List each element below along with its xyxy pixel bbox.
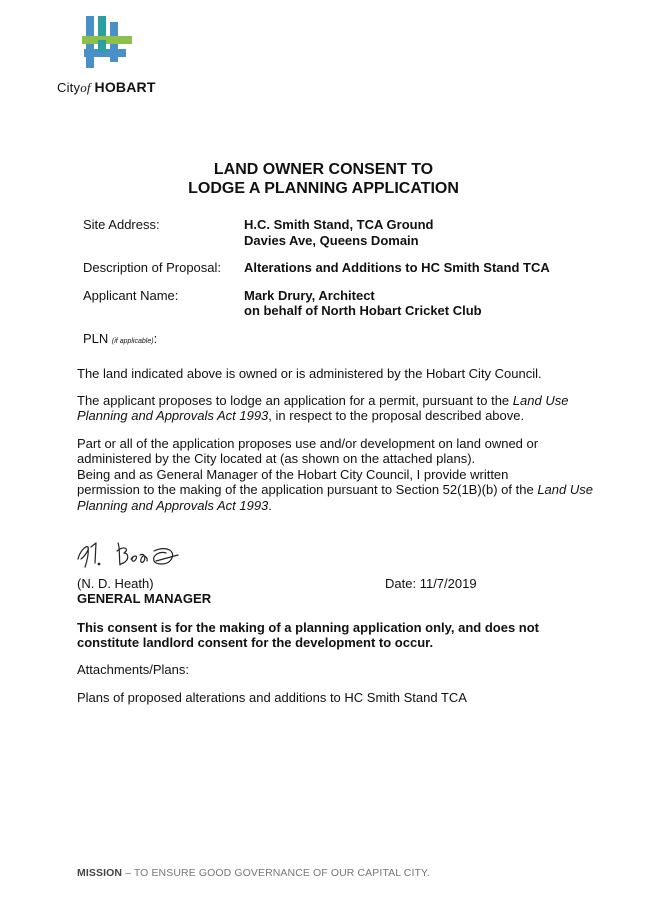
pln-text: PLN xyxy=(83,331,109,346)
consent-notice xyxy=(77,620,597,651)
signature-date xyxy=(385,576,477,591)
signatory-block xyxy=(77,576,211,607)
date-value: 11/7/2019 xyxy=(419,576,477,591)
p2-text-pre: The applicant proposes to lodge an application for a permit, pursuant to the xyxy=(77,393,513,408)
p3-line-1: Part or all of the application proposes use and/or development on land owned or xyxy=(77,436,539,451)
p3-act-title: Land Use Planning and Approvals Act 1993 xyxy=(77,482,593,513)
page-title xyxy=(0,160,647,198)
footer-mission xyxy=(77,867,430,879)
p3-end: . xyxy=(268,497,272,513)
title-line-2: LODGE A PLANNING APPLICATION xyxy=(188,180,459,197)
pln-colon: : xyxy=(153,331,158,346)
applicant-line-1: Mark Drury, Architect xyxy=(244,288,375,303)
applicant-line-2: on behalf of North Hobart Cricket Club xyxy=(244,303,482,318)
title-line-1: LAND OWNER CONSENT TO xyxy=(213,161,434,178)
p3-line-2: administered by the City located at (as shown on the attached plans). xyxy=(77,451,476,467)
logo-hobart: HOBART xyxy=(94,79,156,95)
handwritten-signature-icon xyxy=(74,537,182,571)
p2-text-post: , in respect to the proposal described above. xyxy=(268,408,525,424)
notice-line-1: This consent is for the making of a planning application only, and does not xyxy=(77,620,540,635)
logo-of: of xyxy=(80,80,91,95)
date-label: Date: xyxy=(385,576,417,591)
logo-wordmark xyxy=(57,79,156,96)
logo-city: City xyxy=(57,80,81,95)
footer-mission-text: TO ENSURE GOOD GOVERNANCE OF OUR CAPITAL CITY. xyxy=(133,867,430,879)
attachments-label: Attachments/Plans: xyxy=(77,662,189,677)
pln-note: (if applicable) xyxy=(111,338,154,345)
site-address-line-1: H.C. Smith Stand, TCA Ground xyxy=(244,217,434,232)
paragraph-ownership: The land indicated above is owned or is administered by the Hobart City Council. xyxy=(77,366,542,381)
pln-label xyxy=(83,331,157,349)
paragraph-proposal xyxy=(77,393,577,424)
signatory-name: (N. D. Heath) xyxy=(77,576,154,591)
p3-line-3: Being and as General Manager of the Hobart City Council, I provide written xyxy=(77,466,509,482)
p3-line-4 xyxy=(77,482,597,513)
description-label: Description of Proposal: xyxy=(83,260,222,275)
attachments-item: Plans of proposed alterations and additions to HC Smith Stand TCA xyxy=(77,690,467,705)
footer-dash: – xyxy=(122,867,134,879)
site-address-label: Site Address: xyxy=(83,217,160,232)
site-address-line-2: Davies Ave, Queens Domain xyxy=(244,233,419,248)
paragraph-permission xyxy=(77,436,597,513)
applicant-label: Applicant Name: xyxy=(83,288,179,303)
footer-mission-label: MISSION xyxy=(77,867,123,879)
signatory-title: GENERAL MANAGER xyxy=(77,591,212,607)
p3-line-4-pre: permission to the making of the application pursuant to Section 52(1B)(b) of the xyxy=(77,482,538,498)
p2-act-title: Land Use Planning and Approvals Act 1993 xyxy=(77,393,569,424)
description-value: Alterations and Additions to HC Smith Stand TCA xyxy=(244,260,550,275)
notice-line-2: constitute landlord consent for the development to occur. xyxy=(77,635,434,651)
